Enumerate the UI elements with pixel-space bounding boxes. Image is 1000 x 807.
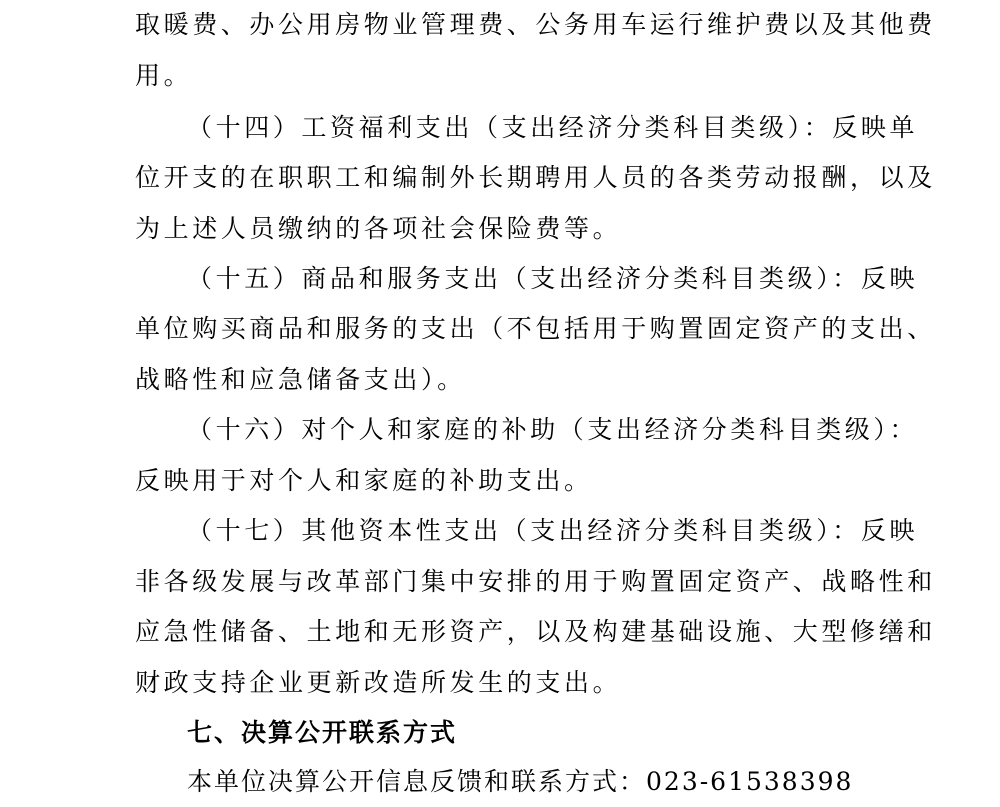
paragraph-16-line-1: （十六）对个人和家庭的补助（支出经济分类科目类级）： [187,415,919,444]
paragraph-17-line-3: 应急性储备、土地和无形资产，以及构建基础设施、大型修缮和 [135,617,936,646]
paragraph-17-line-1: （十七）其他资本性支出（支出经济分类科目类级）：反映 [187,516,919,545]
paragraph-14-line-2: 位开支的在职职工和编制外长期聘用人员的各类劳动报酬，以及 [135,163,936,192]
contact-info-line: 本单位决算公开信息反馈和联系方式：023-61538398 [187,767,854,796]
paragraph-13-line-1: 取暖费、办公用房物业管理费、公务用车运行维护费以及其他费 [135,10,936,39]
paragraph-14-line-1: （十四）工资福利支出（支出经济分类科目类级）：反映单 [187,113,919,142]
paragraph-17-line-2: 非各级发展与改革部门集中安排的用于购置固定资产、战略性和 [135,567,936,596]
paragraph-17-line-4: 财政支持企业更新改造所发生的支出。 [135,668,622,697]
paragraph-16-line-2: 反映用于对个人和家庭的补助支出。 [135,466,593,495]
section-7-heading: 七、决算公开联系方式 [187,718,458,747]
paragraph-14-line-3: 为上述人员缴纳的各项社会保险费等。 [135,214,622,243]
paragraph-15-line-2: 单位购买商品和服务的支出（不包括用于购置固定资产的支出、 [135,314,936,343]
paragraph-15-line-1: （十五）商品和服务支出（支出经济分类科目类级）：反映 [187,264,919,293]
paragraph-15-line-3: 战略性和应急储备支出）。 [135,365,466,394]
paragraph-13-line-2: 用。 [135,61,193,90]
